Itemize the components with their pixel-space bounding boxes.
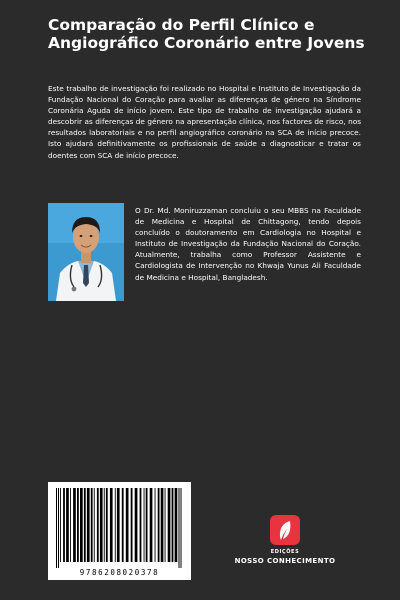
barcode-bar	[58, 488, 59, 568]
barcode-bar	[104, 488, 105, 562]
publisher-name-line2: NOSSO CONHECIMENTO	[234, 557, 336, 565]
barcode-bar	[161, 488, 164, 562]
publisher-name-line1: EDIÇÕES	[270, 549, 300, 555]
barcode-bars	[48, 482, 191, 568]
feather-icon	[270, 515, 300, 545]
barcode-bar	[94, 488, 95, 562]
barcode-bar	[110, 488, 113, 562]
barcode-bar	[115, 488, 116, 562]
barcode-bar	[131, 488, 133, 562]
author-bio: O Dr. Md. Moniruzzaman concluiu o seu MBBS na Faculdade de Medicina e Hospital de Chittagong, tendo depois concluído o doutoramento em Cardiologia no Hospital e Instituto de Investigação da Fundação Nacional do Coração. Atualmente, trabalha como Professor Assistente e Cardiologista de Intervenção no Khwaja Yunus Ali Faculdade de Medicina e Hospital, Bangladesh.	[135, 206, 361, 282]
barcode-bar	[87, 488, 90, 562]
barcode-bar	[165, 488, 166, 562]
barcode-bar	[179, 488, 180, 568]
barcode-bar	[56, 488, 57, 568]
barcode-bar	[175, 488, 178, 562]
barcode-bar	[63, 488, 65, 562]
barcode-bar	[146, 488, 148, 562]
barcode-bar	[73, 488, 76, 562]
barcode-bar	[140, 488, 142, 562]
barcode-bar	[97, 488, 99, 562]
publisher-logo	[270, 515, 300, 545]
barcode-bar	[181, 488, 182, 568]
barcode-bar	[91, 488, 93, 562]
barcode-bar	[77, 488, 79, 562]
book-title: Comparação do Perfil Clínico e Angiográfico Coronário entre Jovens	[48, 16, 365, 52]
barcode-bar	[66, 488, 69, 562]
barcode-bar	[60, 488, 61, 562]
barcode-bar	[135, 488, 138, 562]
barcode-bar	[80, 488, 83, 562]
barcode-bar	[122, 488, 124, 562]
barcode-bar	[172, 488, 174, 562]
barcode-bar	[100, 488, 103, 562]
author-portrait-illustration	[48, 203, 124, 301]
barcode-bar	[106, 488, 108, 562]
book-abstract: Este trabalho de investigação foi realizado no Hospital e Instituto de Investigação da Fundação Nacional do Coração para avaliar as diferenças de género na Síndrome Coronária Aguda de início jovem. Este tipo de trabalho de investigação ajudará a descobrir as diferenças de género na apresentação clínica, nos factores de risco, nos resultados laboratoriais e no perfil angiográfico coronário na SCA de início precoce. Isto ajudará definitivamente os profissionais de saúde a diagnosticar e tratar os doentes com SCA de início precoce.	[48, 84, 361, 160]
isbn-barcode	[48, 482, 191, 580]
barcode-bar	[84, 488, 86, 562]
barcode-bar	[117, 488, 120, 562]
author-photo	[48, 203, 124, 301]
barcode-bar	[126, 488, 129, 562]
barcode-bar	[155, 488, 156, 562]
barcode-bar	[168, 488, 171, 562]
barcode-bar	[144, 488, 145, 562]
isbn-number: 9786208020378	[79, 568, 160, 577]
barcode-bar	[158, 488, 160, 562]
barcode-bar	[150, 488, 153, 562]
barcode-bar	[70, 488, 71, 562]
